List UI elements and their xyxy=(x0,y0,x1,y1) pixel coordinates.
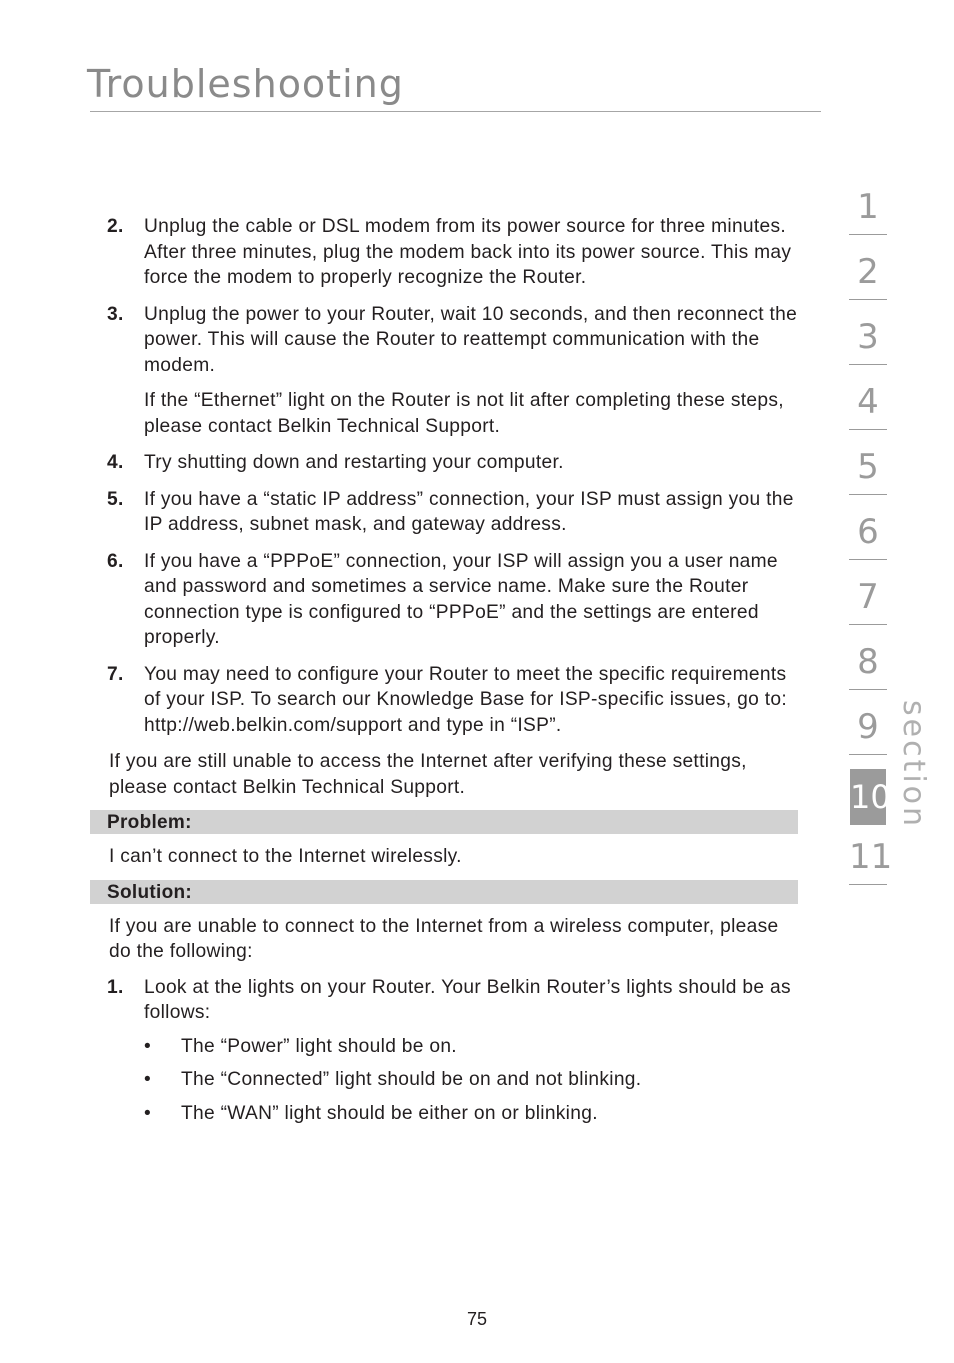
section-tab-3 xyxy=(849,314,887,379)
section-tab-11 xyxy=(849,834,893,899)
section-number: 8 xyxy=(857,642,879,682)
step-number: 2. xyxy=(107,216,124,237)
problem-heading: Problem: xyxy=(90,810,798,834)
step-text: Unplug the cable or DSL modem from its power source for three minutes. After three minutes, plug the modem back into its power source. This may force the modem to properly recognize the Router. xyxy=(144,216,792,288)
steps-list xyxy=(90,214,798,738)
bullet-icon: • xyxy=(144,1035,152,1057)
list-item xyxy=(144,1034,798,1060)
section-tab-8 xyxy=(849,639,887,704)
section-divider xyxy=(849,429,887,430)
step-text: Look at the lights on your Router. Your Belkin Router’s lights should be as follows: xyxy=(144,976,791,1023)
list-item xyxy=(90,214,798,291)
solution-step xyxy=(90,975,798,1127)
list-item xyxy=(90,450,798,476)
section-number: 3 xyxy=(857,317,879,357)
solution-heading: Solution: xyxy=(90,880,798,904)
section-tab-1 xyxy=(849,184,887,249)
section-number: 4 xyxy=(857,382,879,422)
section-tab-10 xyxy=(849,769,891,834)
step-text: If the “Ethernet” light on the Router is not lit after completing these steps, please contact Belkin Technical Support. xyxy=(144,390,784,437)
section-divider xyxy=(849,884,887,885)
section-tab-9 xyxy=(849,704,887,769)
step-text: If you have a “static IP address” connection, your ISP must assign you the IP address, subnet mask, and gateway address. xyxy=(144,488,794,535)
bullet-text: The “Connected” light should be on and not blinking. xyxy=(181,1069,642,1090)
section-number: 11 xyxy=(849,837,893,877)
light-status-list xyxy=(144,1034,798,1127)
list-item xyxy=(144,1067,798,1093)
section-divider xyxy=(849,689,887,690)
section-number: 7 xyxy=(857,577,879,617)
section-tab-7 xyxy=(849,574,887,639)
page-number: 75 xyxy=(466,1309,488,1329)
step-text: Unplug the power to your Router, wait 10 seconds, and then reconnect the power. This will cause the Router to reattempt communication with the modem. xyxy=(144,303,798,376)
list-item xyxy=(144,1101,798,1127)
section-nav xyxy=(849,184,893,899)
section-divider xyxy=(849,364,887,365)
section-number: 9 xyxy=(857,707,879,747)
section-divider xyxy=(849,234,887,235)
section-number: 5 xyxy=(857,447,879,487)
section-divider xyxy=(849,754,887,755)
section-tab-6 xyxy=(849,509,887,574)
step-number: 7. xyxy=(107,663,124,685)
step-number: 5. xyxy=(107,488,124,510)
title-divider xyxy=(90,111,821,112)
section-tab-2 xyxy=(849,249,887,314)
section-number: 2 xyxy=(857,252,879,292)
solution-intro: If you are unable to connect to the Internet from a wireless computer, please do the following: xyxy=(109,915,779,962)
bullet-icon: • xyxy=(144,1069,152,1090)
section-divider xyxy=(849,624,887,625)
problem-text: I can’t connect to the Internet wirelessly. xyxy=(109,846,462,867)
step-number: 3. xyxy=(107,303,124,325)
step-number: 4. xyxy=(107,452,124,473)
bullet-text: The “WAN” light should be either on or blinking. xyxy=(181,1102,598,1124)
section-divider xyxy=(849,299,887,300)
section-number: 1 xyxy=(857,187,879,227)
section-divider xyxy=(849,559,887,560)
step-text: You may need to configure your Router to meet the specific requirements of your ISP. To search our Knowledge Base for ISP-specific issues, go to: http://web.belkin.com/support and type in “ISP”. xyxy=(144,663,787,736)
list-item xyxy=(90,302,798,440)
bullet-icon: • xyxy=(144,1102,152,1124)
section-label: section xyxy=(896,700,931,830)
main-content xyxy=(90,214,798,1137)
list-item xyxy=(90,487,798,538)
section-number: 6 xyxy=(857,512,879,552)
page-title: Troubleshooting xyxy=(87,62,404,106)
list-item xyxy=(90,549,798,651)
list-item xyxy=(90,662,798,739)
step-text: If you have a “PPPoE” connection, your ISP will assign you a user name and password and sometimes a service name. Make sure the Router connection type is configured to “PPPoE” and the settings are entered properly. xyxy=(144,550,778,648)
section-divider xyxy=(849,494,887,495)
step-number: 1. xyxy=(107,976,124,998)
closing-paragraph: If you are still unable to access the Internet after verifying these settings, please contact Belkin Technical Support. xyxy=(109,751,747,798)
step-number: 6. xyxy=(107,550,124,572)
step-text: Try shutting down and restarting your computer. xyxy=(144,452,564,473)
section-tab-4 xyxy=(849,379,887,444)
bullet-text: The “Power” light should be on. xyxy=(181,1035,457,1057)
section-number: 10 xyxy=(850,769,886,825)
section-tab-5 xyxy=(849,444,887,509)
